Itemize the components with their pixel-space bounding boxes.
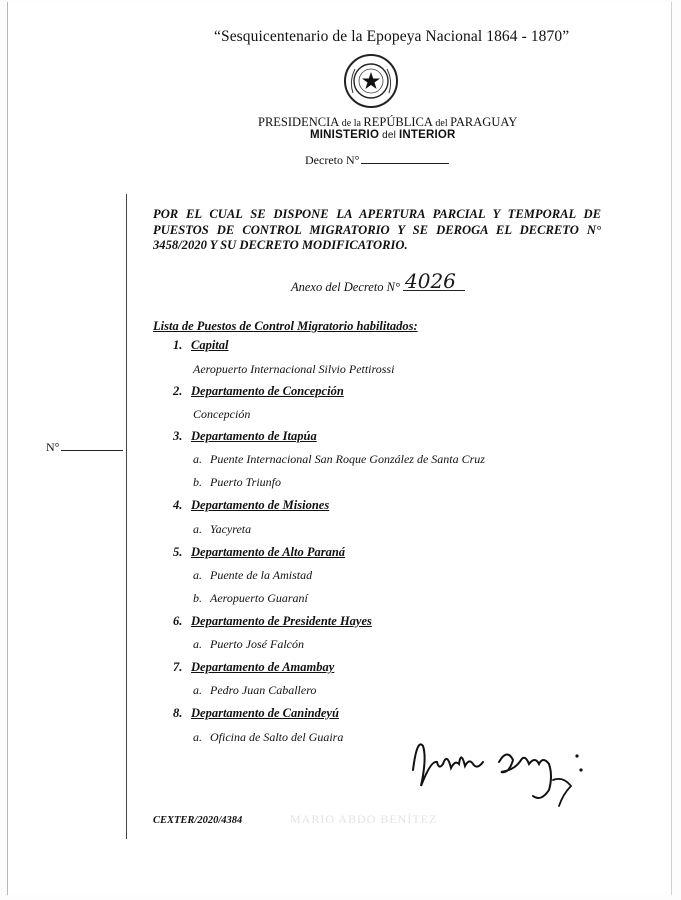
department-name: Departamento de Misiones [191,498,330,512]
department-name: Capital [191,338,229,352]
national-seal-icon [343,53,399,109]
post-name: Aeropuerto Guaraní [210,591,308,605]
document-page [7,2,672,895]
ministerio-word: MINISTERIO [310,129,380,141]
decreto-blank-line [361,153,449,164]
department-number: 5. [173,545,183,559]
handwritten-decree-number [401,266,471,296]
control-post: Aeropuerto Internacional Silvio Pettirossi [193,362,395,376]
department-name: Departamento de Alto Paraná [191,545,346,559]
reference-code: CEXTER/2020/4384 [153,815,243,826]
control-post [193,637,304,652]
control-post: Concepción [193,407,251,421]
decree-heading: POR EL CUAL SE DISPONE LA APERTURA PARCIAL Y TEMPORAL DE PUESTOS DE CONTROL MIGRATORIO Y SE DEROGA EL DECRETO N° 3458/2020 Y SU DECRETO MODIFICATORIO. [153,207,601,252]
control-post [193,730,343,745]
presidencia-country: PARAGUAY [450,115,518,129]
control-post [193,568,312,583]
ministerio-line [310,129,456,141]
department-number: 8. [173,706,183,720]
left-margin-rule [126,194,127,839]
post-letter: a. [193,568,202,582]
department-name: Departamento de Concepción [191,384,344,398]
post-letter: a. [193,683,202,697]
department-name: Departamento de Canindeyú [191,706,339,720]
department-item [173,706,339,721]
post-name: Oficina de Salto del Guaira [210,730,344,744]
control-post [193,683,316,698]
decreto-label: Decreto N° [305,153,360,167]
department-item [173,384,344,399]
decreto-number-field [305,153,449,168]
handwritten-decree-number-text: 4026 [405,269,456,293]
motto: “Sesquicentenario de la Epopeya Nacional 1864 - 1870” [214,28,570,45]
post-letter: a. [193,452,202,466]
control-post [193,452,485,467]
presidencia-word: PRESIDENCIA [258,115,340,129]
ministerio-del: del [379,130,399,141]
post-letter: b. [193,591,202,605]
ministerio-name: INTERIOR [399,129,456,141]
department-number: 4. [173,498,183,512]
post-letter: a. [193,637,202,651]
post-name: Puerto Triunfo [210,475,282,489]
department-item [173,429,317,444]
handwritten-signature [403,730,593,810]
margin-number-field [46,440,123,455]
department-number: 3. [173,429,183,443]
department-name: Departamento de Itapúa [191,429,317,443]
department-number: 6. [173,614,183,628]
post-letter: a. [193,730,202,744]
control-post [193,591,308,606]
department-number: 7. [173,660,183,674]
presidencia-republica: REPÚBLICA [363,115,433,129]
margin-no-label: N° [46,440,60,454]
department-number: 1. [173,338,183,352]
anexo-label: Anexo del Decreto N° [291,280,401,294]
margin-no-blank [61,440,123,451]
department-name: Departamento de Amambay [191,660,335,674]
list-title: Lista de Puestos de Control Migratorio habilitados: [153,319,418,333]
department-number: 2. [173,384,183,398]
post-name: Puente Internacional San Roque González de Santa Cruz [210,452,485,466]
department-item [173,614,372,629]
department-item [173,338,229,353]
post-letter: b. [193,475,202,489]
post-name: Yacyreta [210,522,252,536]
post-name: Puerto José Falcón [210,637,304,651]
post-letter: a. [193,522,202,536]
department-name: Departamento de Presidente Hayes [191,614,372,628]
presidencia-del: del [432,118,451,129]
post-name: Puente de la Amistad [210,568,313,582]
presidencia-line [258,115,517,130]
department-item [173,545,345,560]
department-item [173,498,329,513]
post-name: Pedro Juan Caballero [210,683,317,697]
presidencia-de: de la [339,118,364,129]
faint-watermark-name: MARIO ABDO BENÍTEZ [290,812,438,826]
department-item [173,660,334,675]
control-post [193,475,281,490]
control-post [193,522,251,537]
